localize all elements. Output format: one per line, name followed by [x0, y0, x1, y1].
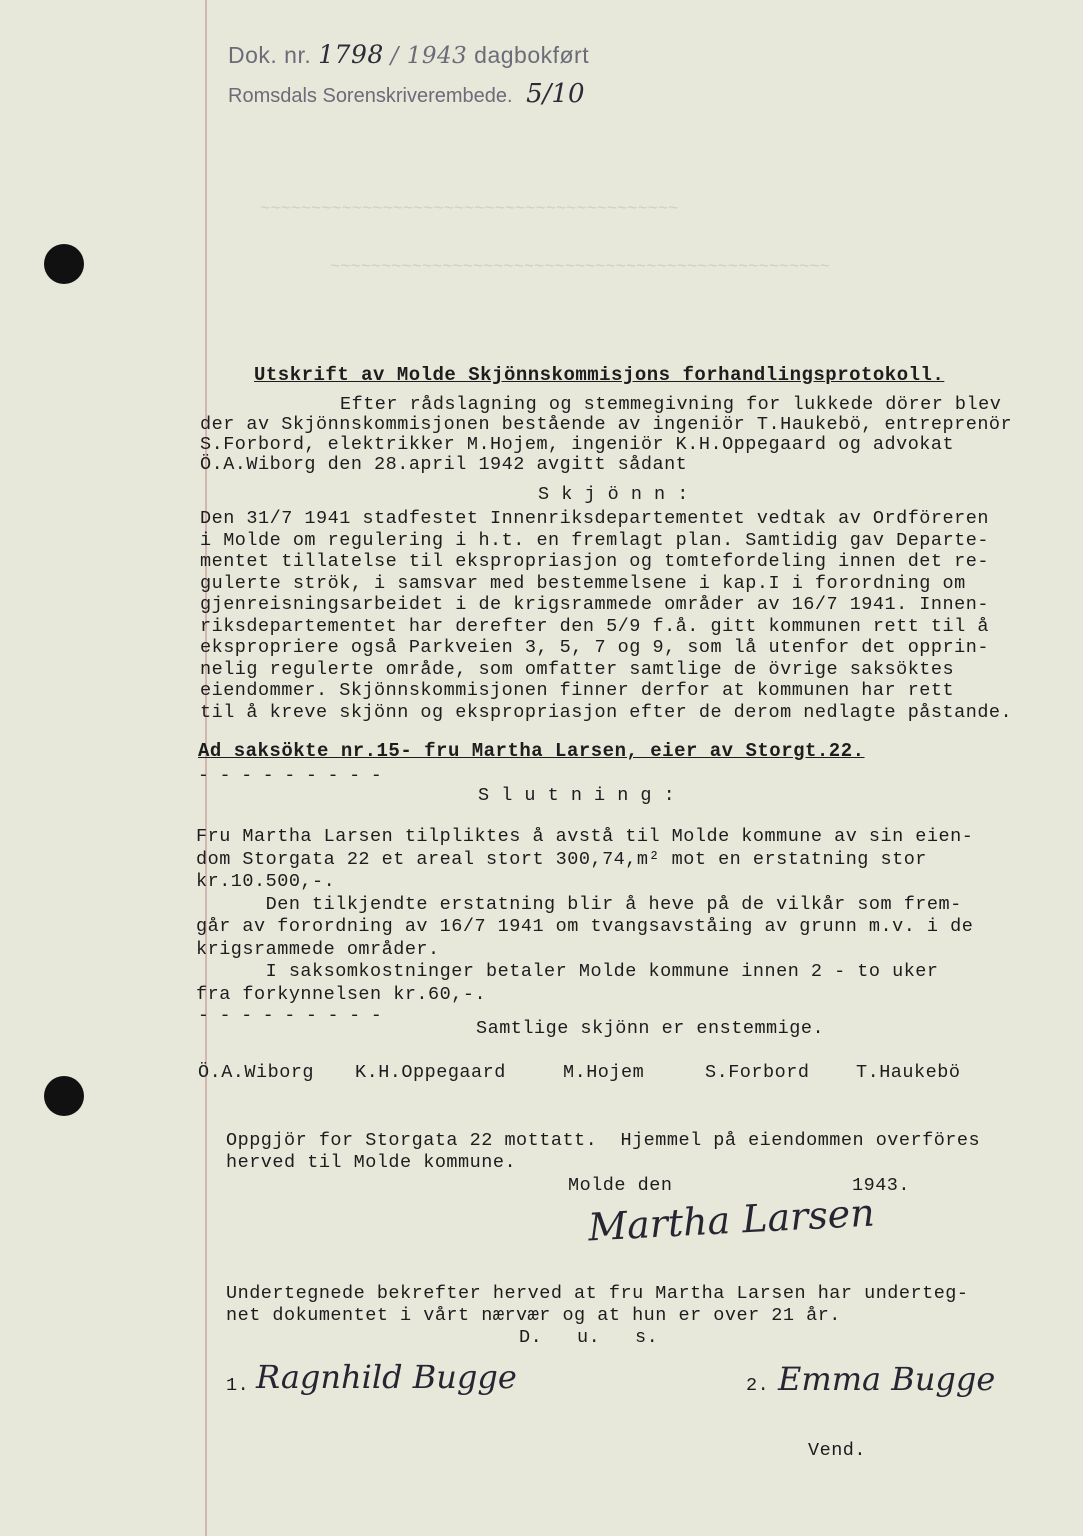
- skjonn-line: Den 31/7 1941 stadfestet Innenriksdepartementet vedtak av Ordföreren: [200, 508, 989, 529]
- bleed-through-text: ~~~~~~~~~~~~~~~~~~~~~~~~~~~~~~~~~~~~~~~~~~~~~~~~~: [330, 258, 830, 277]
- vend-note: Vend.: [808, 1440, 867, 1461]
- slutning-line: krigsrammede områder.: [196, 938, 440, 960]
- witness-1-signature: Ragnhild Bugge: [256, 1358, 517, 1396]
- case-heading: Ad saksökte nr.15- fru Martha Larsen, eier av Storgt.22.: [198, 740, 865, 762]
- signatory-haukebo: T.Haukebö: [856, 1062, 961, 1083]
- dus-mark: D. u. s.: [519, 1327, 659, 1348]
- stamp-year: / 1943: [390, 43, 468, 69]
- skjonn-line: gjenreisningsarbeidet i de krigsrammede områder av 16/7 1941. Innen-: [200, 594, 989, 615]
- skjonn-line: riksdepartementet har derefter den 5/9 f.å. gitt kommunen rett til å: [200, 615, 989, 637]
- skjonn-line: mentet tillatelse til ekspropriasjon og tomtefordeling innen det re-: [200, 551, 989, 572]
- protocol-heading: Utskrift av Molde Skjönnskommisjons forhandlingsprotokoll.: [254, 364, 945, 386]
- skjonn-line: til å kreve skjönn og ekspropriasjon efter de derom nedlagte påstande.: [200, 701, 1013, 723]
- skjonn-line: i Molde om regulering i h.t. en fremlagt plan. Samtidig gav Departe-: [200, 529, 989, 551]
- signatory-hojem: M.Hojem: [563, 1062, 645, 1083]
- slutning-line: dom Storgata 22 et areal stort 300,74,m² mot en erstatning stor: [196, 848, 927, 870]
- unanimous-statement: Samtlige skjönn er enstemmige.: [476, 1018, 825, 1039]
- skjonn-title: S k j ö n n :: [538, 484, 689, 505]
- signatory-wiborg: Ö.A.Wiborg: [198, 1062, 315, 1083]
- witness-2-signature: Emma Bugge: [778, 1360, 996, 1398]
- settlement-line: Oppgjör for Storgata 22 mottatt. Hjemmel på eiendommen overföres: [226, 1130, 981, 1151]
- stamp-handwritten-date: 5/10: [526, 79, 585, 109]
- intro-line: Efter rådslagning og stemmegivning for lukkede dörer blev: [340, 394, 1002, 415]
- owner-signature: Martha Larsen: [587, 1190, 876, 1250]
- registry-stamp: [228, 40, 589, 109]
- slutning-line: I saksomkostninger betaler Molde kommune innen 2 - to uker: [196, 961, 939, 982]
- place-date-year: 1943.: [852, 1175, 911, 1196]
- slutning-title: S l u t n i n g :: [478, 785, 676, 806]
- slutning-line: kr.10.500,-.: [196, 871, 336, 892]
- dash-separator: - - - - - - - - -: [198, 766, 382, 786]
- witness-statement-line: net dokumentet i vårt nærvær og at hun er over 21 år.: [226, 1305, 841, 1326]
- skjonn-paragraph: [200, 508, 1070, 723]
- stamp-prefix: Dok. nr.: [228, 42, 312, 68]
- slutning-line: går av forordning av 16/7 1941 om tvangsavståing av grunn m.v. i de: [196, 916, 974, 937]
- stamp-doc-number: 1798: [318, 40, 384, 69]
- signatory-oppegaard: K.H.Oppegaard: [355, 1062, 506, 1083]
- intro-line: S.Forbord, elektrikker M.Hojem, ingeniör K.H.Oppegaard og advokat: [200, 434, 955, 455]
- slutning-paragraph: [196, 826, 1066, 1006]
- bleed-through-text: ~~~~~~~~~~~~~~~~~~~~~~~~~~~~~~~~~~~~~~~~~: [260, 200, 679, 219]
- dash-separator: - - - - - - - - -: [198, 1006, 382, 1026]
- intro-line: Ö.A.Wiborg den 28.april 1942 avgitt sådant: [200, 454, 688, 475]
- place-date: Molde den: [568, 1175, 673, 1196]
- slutning-line: Fru Martha Larsen tilpliktes å avstå til Molde kommune av sin eien-: [196, 826, 974, 847]
- slutning-line: Den tilkjendte erstatning blir å heve på de vilkår som frem-: [196, 893, 962, 915]
- skjonn-line: eiendommer. Skjönnskommisjonen finner derfor at kommunen har rett: [200, 680, 955, 701]
- intro-paragraph: [200, 395, 1070, 475]
- intro-line: der av Skjönnskommisjonen bestående av ingeniör T.Haukebö, entreprenör: [200, 414, 1013, 435]
- skjonn-line: nelig regulerte område, som omfatter samtlige de övrige saksöktes: [200, 658, 955, 680]
- slutning-line: fra forkynnelsen kr.60,-.: [196, 983, 487, 1005]
- skjonn-line: gulerte strök, i samsvar med bestemmelsene i kap.I i forordning om: [200, 572, 966, 594]
- witness-1-number: 1.: [226, 1375, 250, 1396]
- settlement-line: herved til Molde kommune.: [226, 1152, 517, 1173]
- stamp-suffix: dagbokført: [474, 42, 590, 68]
- signatory-forbord: S.Forbord: [705, 1062, 810, 1083]
- stamp-office: Romsdals Sorenskriverembede.: [228, 85, 513, 107]
- punch-hole-bottom: [44, 1076, 84, 1116]
- witness-2-number: 2.: [746, 1375, 770, 1396]
- witness-statement-line: Undertegnede bekrefter herved at fru Martha Larsen har underteg-: [226, 1283, 969, 1304]
- punch-hole-top: [44, 244, 84, 284]
- skjonn-line: ekspropriere også Parkveien 3, 5, 7 og 9, som lå utenfor det opprin-: [200, 637, 989, 658]
